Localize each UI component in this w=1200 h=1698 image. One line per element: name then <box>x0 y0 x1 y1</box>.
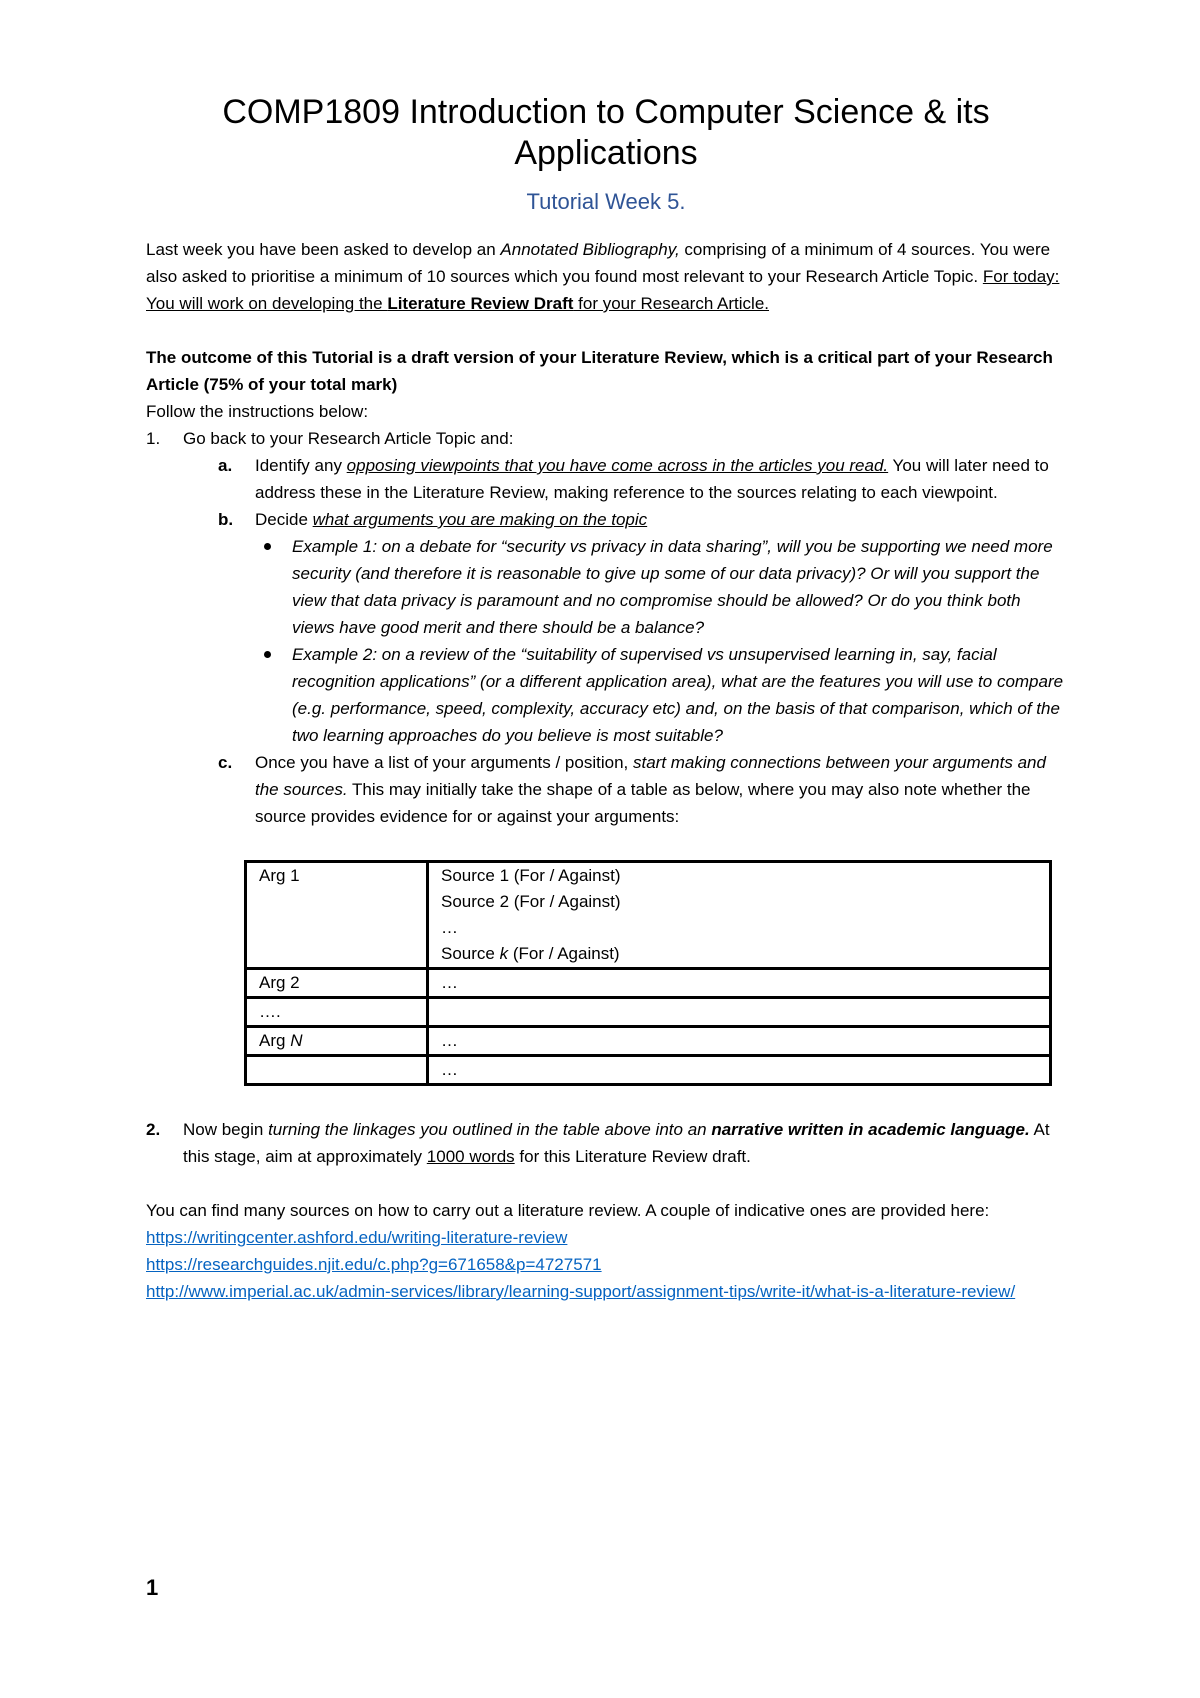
step-2-text-1: Now begin <box>183 1120 269 1139</box>
intro-text-1: Last week you have been asked to develop an <box>146 240 501 259</box>
table-cell: Arg 1 <box>246 862 428 969</box>
intro-paragraph <box>146 236 1066 317</box>
step-1-text: Go back to your Research Article Topic and: <box>183 429 514 448</box>
intro-text-2: Annotated Bibliography, <box>500 240 680 259</box>
resource-link-3[interactable]: http://www.imperial.ac.uk/admin-services/library/learning-support/assignment-tips/write-it/what-is-a-literature-review/ <box>146 1282 1016 1301</box>
step-1-b-text-1: Decide <box>255 510 313 529</box>
example-bullets <box>255 533 1066 749</box>
example-bullet-2: Example 2: on a review of the “suitability of supervised vs unsupervised learning in, say, facial recognition applications” (or a different application area), what are the features you will use to compare (e.g. performance, speed, complexity, accuracy etc) and, on the basis of that comparison, which of the two learning approaches do you believe is most suitable? <box>255 641 1066 749</box>
step-2-text-3: narrative written in academic language. <box>711 1120 1030 1139</box>
intro-text-4: For today: You will work on developing the <box>146 267 1060 313</box>
outcome-statement: The outcome of this Tutorial is a draft version of your Literature Review, which is a critical part of your Research Article (75% of your total mark) <box>146 348 1053 394</box>
table-row <box>246 969 1051 998</box>
source-line-k: k <box>499 944 509 963</box>
resource-link-2[interactable]: https://researchguides.njit.edu/c.php?g=671658&p=4727571 <box>146 1255 602 1274</box>
step-1-b <box>218 506 1066 749</box>
step-1 <box>146 425 1066 452</box>
table-cell: … <box>428 969 1051 998</box>
table-cell <box>246 1027 428 1056</box>
table-row <box>246 998 1051 1027</box>
step-2-text-6: for this Literature Review draft. <box>514 1147 751 1166</box>
table-cell: …. <box>246 998 428 1027</box>
source-line: Source 2 (For / Against) <box>441 892 621 911</box>
source-line-suffix: (For / Against) <box>508 944 620 963</box>
page-content <box>146 92 1066 1305</box>
arg-n-prefix: Arg <box>259 1031 291 1050</box>
step-2-text-4: At this stage, aim at approximately <box>183 1120 1050 1166</box>
step-1-a-text-2: opposing viewpoints that you have come across in the articles you read. <box>346 456 889 475</box>
follow-instructions: Follow the instructions below: <box>146 402 369 421</box>
resource-link-1[interactable]: https://writingcenter.ashford.edu/writing-literature-review <box>146 1228 568 1247</box>
step-2 <box>146 1116 1066 1170</box>
page-subtitle: Tutorial Week 5. <box>526 189 686 214</box>
arguments-table <box>244 860 1052 1086</box>
step-1-a <box>218 452 1066 506</box>
intro-text-6: for your Research Article. <box>573 294 770 313</box>
table-cell: … <box>428 1056 1051 1085</box>
source-line: Source 1 (For / Against) <box>441 866 621 885</box>
step-1-a-letter: a. <box>218 456 233 475</box>
step-1-a-text-1: Identify any <box>255 456 347 475</box>
table-cell <box>428 862 1051 969</box>
step-1-c-text-2: start making connections between your arguments and the sources. <box>255 753 1046 799</box>
step-1-c-text-3: This may initially take the shape of a table as below, where you may also note whether the source provides evidence for or against your arguments: <box>255 780 1031 826</box>
table-row <box>246 862 1051 969</box>
source-line: … <box>441 918 458 937</box>
table-cell <box>246 1056 428 1085</box>
table-row <box>246 1056 1051 1085</box>
step-1-b-letter: b. <box>218 510 234 529</box>
example-bullet-1: Example 1: on a debate for “security vs privacy in data sharing”, will you be supporting we need more security (and therefore it is reasonable to give up some of our data privacy)? Or will you support the view that data privacy is paramount and no compromise should be allowed? Or do you think both views have good merit and there should be a balance? <box>255 533 1066 641</box>
step-2-number: 2. <box>146 1120 161 1139</box>
step-1-a-text-3: You will later need to address these in the Literature Review, making reference to the sources relating to each viewpoint. <box>255 456 1049 502</box>
intro-text-3: comprising of a minimum of 4 sources. You were also asked to prioritise a minimum of 10 sources which you found most relevant to your Research Article Topic. <box>146 240 1051 286</box>
step-2-text-2: turning the linkages you outlined in the table above into an <box>268 1120 712 1139</box>
step-1-b-text-2: what arguments you are making on the topic <box>312 510 648 529</box>
step-1-c-letter: c. <box>218 753 233 772</box>
arg-n-letter: N <box>290 1031 303 1050</box>
source-line <box>441 941 1037 967</box>
intro-text-5: Literature Review Draft <box>387 294 574 313</box>
page-title: COMP1809 Introduction to Computer Science & its Applications <box>222 93 990 172</box>
step-1-number: 1. <box>146 429 161 448</box>
table-cell <box>428 998 1051 1027</box>
resources-intro: You can find many sources on how to carry out a literature review. A couple of indicative ones are provided here: <box>146 1201 990 1220</box>
step-1-c-text-1: Once you have a list of your arguments / position, <box>255 753 633 772</box>
page-number: 1 <box>146 1575 159 1600</box>
instruction-list <box>146 425 1066 452</box>
step-1-c <box>218 749 1066 830</box>
table-cell: … <box>428 1027 1051 1056</box>
table-cell: Arg 2 <box>246 969 428 998</box>
table-row <box>246 1027 1051 1056</box>
source-line-prefix: Source <box>441 944 500 963</box>
step-2-text-5: 1000 words <box>426 1147 515 1166</box>
